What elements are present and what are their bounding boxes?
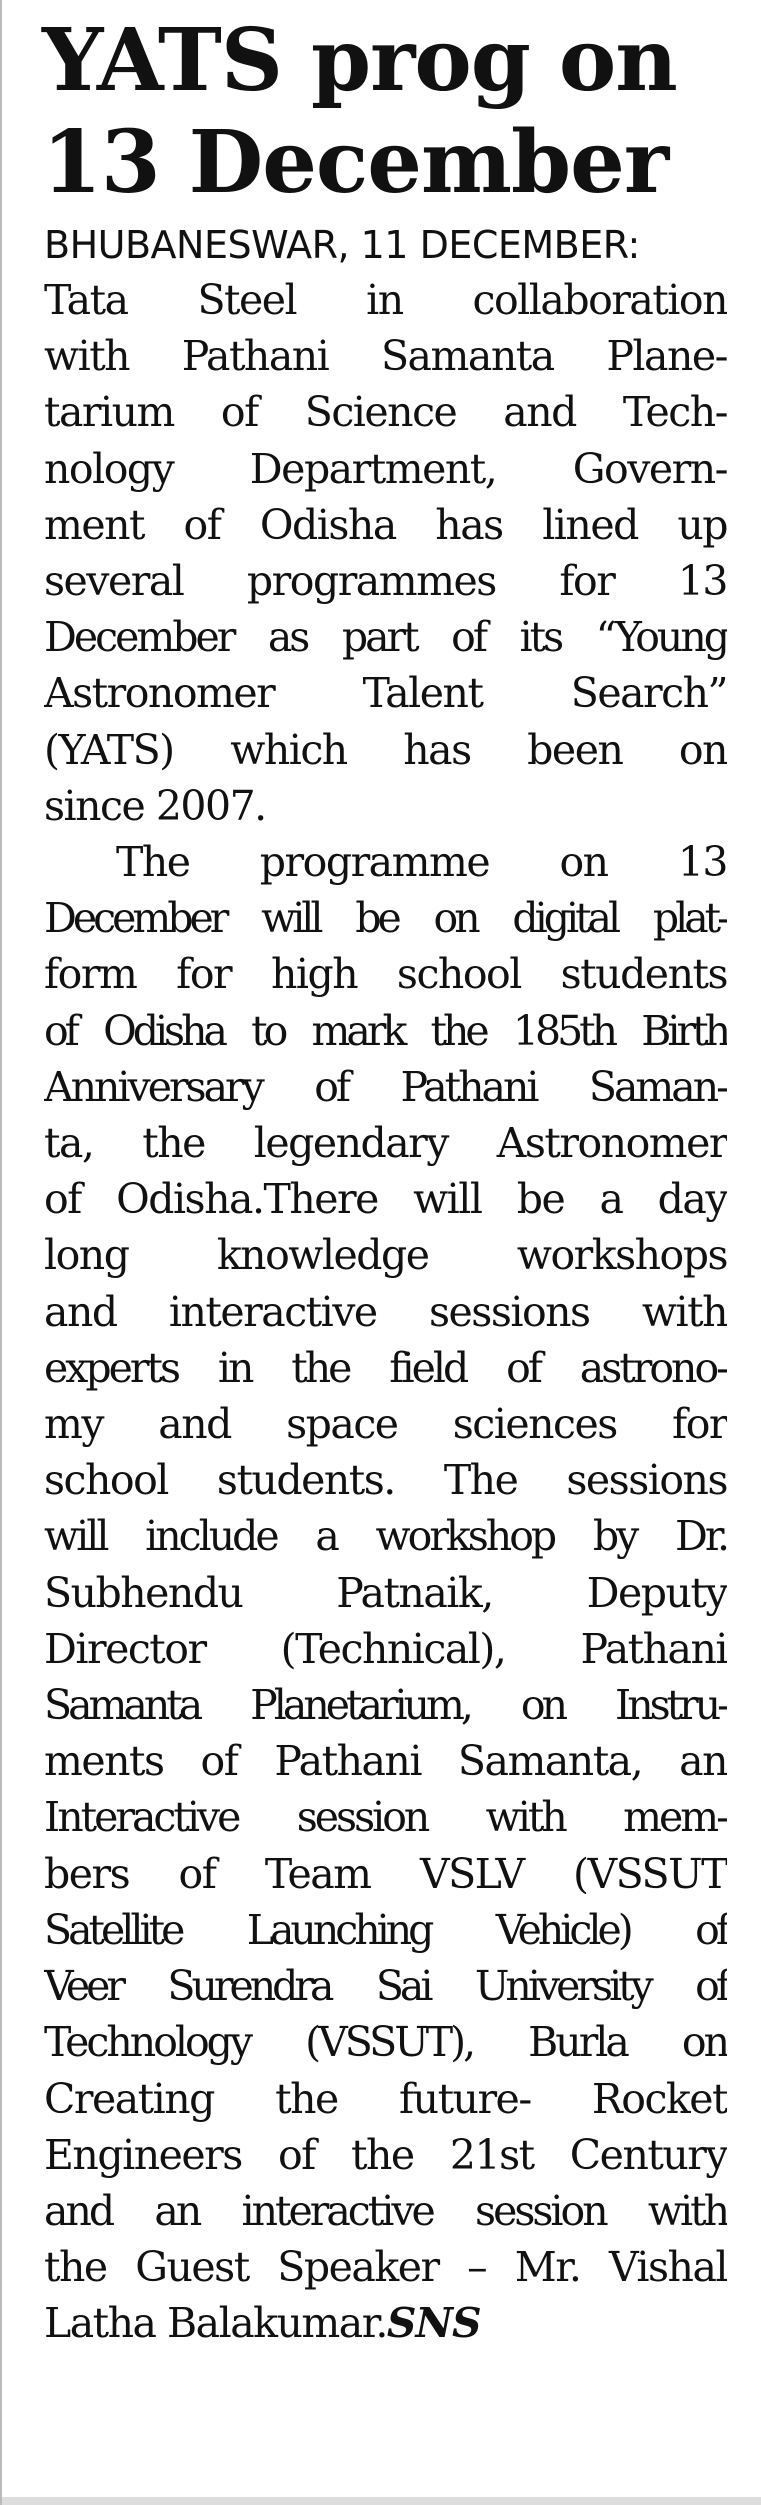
text-line: Anniversary of Pathani Saman- <box>44 1062 727 1111</box>
text-line: will include a workshop by Dr. <box>44 1512 727 1561</box>
text-line: Creating the future- Rocket <box>44 2074 727 2123</box>
text-line: Satellite Launching Vehicle) of <box>44 1905 727 1954</box>
headline-line-1: YATS prog on <box>42 10 677 111</box>
text-line: Subhendu Patnaik, Deputy <box>44 1568 727 1617</box>
text-line: of Odisha to mark the 185th Birth <box>44 1006 727 1055</box>
text-line: (YATS) which has been on <box>44 725 727 774</box>
text-line: and an interactive session with <box>44 2186 727 2235</box>
text-line: ment of Odisha has lined up <box>44 500 727 549</box>
text-line: Samanta Planetarium, on Instru- <box>44 1681 727 1730</box>
text-line: Engineers of the 21st Century <box>44 2130 727 2179</box>
headline <box>2 0 761 214</box>
paragraph-1 <box>44 272 727 834</box>
text-line: The programme on 13 <box>116 838 727 887</box>
text-line: December will be on digital plat- <box>44 894 727 943</box>
text-line-final <box>44 2295 727 2351</box>
text-line: Astronomer Talent Search” <box>44 669 727 718</box>
byline: SNS <box>386 2299 481 2348</box>
text-line: December as part of its “Young <box>44 613 727 662</box>
text-line: nology Department, Govern- <box>44 444 727 493</box>
text-line: school students. The sessions <box>44 1456 727 1505</box>
text-line: ta, the legendary Astronomer <box>44 1119 727 1168</box>
text-line: form for high school students <box>44 950 727 999</box>
text-line: with Pathani Samanta Plane- <box>44 332 727 381</box>
text-line: ments of Pathani Samanta, an <box>44 1737 727 1786</box>
text-line: my and space sciences for <box>44 1400 727 1449</box>
text-line: of Odisha.There will be a day <box>44 1175 727 1224</box>
text-line: experts in the field of astrono- <box>44 1343 727 1392</box>
paragraph-2 <box>44 834 727 2351</box>
text-line: tarium of Science and Tech- <box>44 388 727 437</box>
text-line: and interactive sessions with <box>44 1287 727 1336</box>
text-line: long knowledge workshops <box>44 1231 727 1280</box>
bottom-edge <box>2 2497 761 2505</box>
dateline: BHUBANESWAR, 11 DECEMBER: <box>44 223 640 267</box>
headline-line-2: 13 December <box>42 112 669 213</box>
text-line: Veer Surendra Sai University of <box>44 1962 727 2011</box>
text-line: since 2007. <box>44 781 266 830</box>
text-line: the Guest Speaker – Mr. Vishal <box>44 2243 727 2292</box>
text-line: several programmes for 13 <box>44 557 727 606</box>
closing-text: Latha Balakumar. <box>44 2299 387 2348</box>
text-line: Interactive session with mem- <box>44 1793 727 1842</box>
text-line: Tata Steel in collaboration <box>44 276 727 324</box>
text-line: bers of Team VSLV (VSSUT <box>44 1849 727 1898</box>
text-line: Technology (VSSUT), Burla on <box>44 2018 727 2067</box>
article-body <box>2 214 761 2352</box>
text-line: Director (Technical), Pathani <box>44 1624 727 1673</box>
